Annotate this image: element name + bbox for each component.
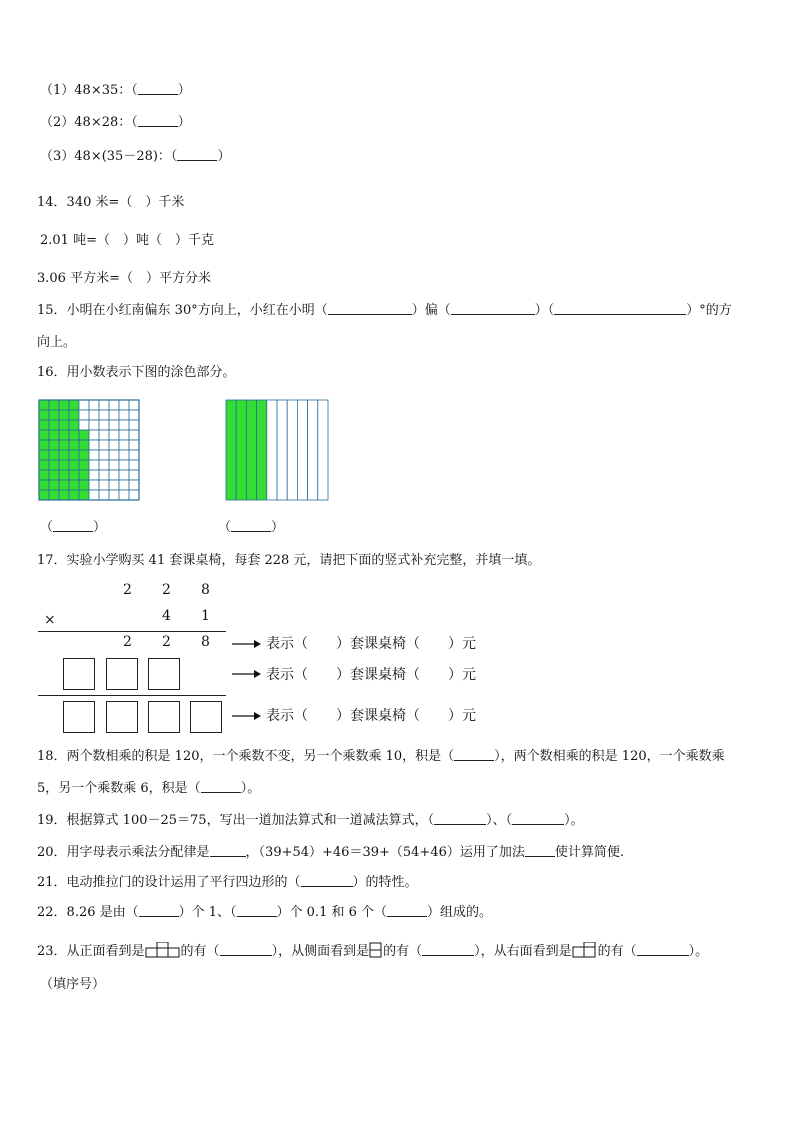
multiplicand-digit: 2 [162, 582, 171, 598]
shaded-cell [69, 460, 79, 470]
grid-cell [129, 410, 139, 420]
partial-product-digit: 2 [123, 634, 132, 650]
grid-cell [119, 480, 129, 490]
grid-cell [99, 460, 109, 470]
paren-close: ） [93, 520, 107, 535]
digit-box[interactable] [106, 701, 138, 733]
answer-blank[interactable] [138, 82, 178, 95]
stacked-two-cube-side-view-icon [369, 942, 383, 958]
q16-prompt: 16．用小数表示下图的涂色部分。 [37, 365, 236, 380]
multiplicand-digit: 2 [123, 582, 132, 598]
shaded-cell [59, 430, 69, 440]
shaded-cell [59, 460, 69, 470]
q13-item-2 [40, 114, 191, 132]
q19-line [37, 812, 584, 830]
strip [267, 400, 277, 500]
grid-cell [99, 490, 109, 500]
shaded-strip [226, 400, 236, 500]
answer-blank[interactable] [451, 302, 535, 315]
q22-line [37, 904, 492, 922]
q23-text-1: 23．从正面看到是 [37, 944, 145, 959]
shaded-cell [39, 420, 49, 430]
answer-blank[interactable] [554, 302, 686, 315]
strip [287, 400, 297, 500]
shaded-cell [39, 430, 49, 440]
q15-text-3: ）（ [534, 303, 555, 318]
grid-cell [89, 460, 99, 470]
shaded-cell [69, 490, 79, 500]
shaded-cell [59, 480, 69, 490]
q18-text-3: 5，另一个乘数乘 6，积是（ [37, 781, 201, 796]
shaded-cell [59, 440, 69, 450]
grid-cell [89, 450, 99, 460]
paren-open: （ [218, 520, 232, 535]
grid-cell [89, 420, 99, 430]
grid-cell [129, 460, 139, 470]
q13-item-1-end: ） [177, 83, 191, 98]
grid-cell [129, 470, 139, 480]
answer-blank[interactable] [637, 943, 689, 956]
grid-cell [129, 400, 139, 410]
shaded-cell [59, 490, 69, 500]
q23-note: （填序号） [40, 977, 106, 992]
q14-line-2: 2.01 吨=（ ）吨（ ）千克 [40, 233, 214, 248]
answer-blank[interactable] [201, 780, 241, 793]
answer-blank[interactable] [512, 812, 564, 825]
digit-box[interactable] [148, 701, 180, 733]
q21-text-2: ）的特性。 [352, 875, 418, 890]
shaded-cell [49, 450, 59, 460]
q14-line-1: 14．340 米=（ ）千米 [37, 195, 185, 210]
answer-blank[interactable] [301, 874, 353, 887]
grid-cell [119, 440, 129, 450]
grid-cell [119, 400, 129, 410]
shaded-cell [49, 440, 59, 450]
arrow-right-icon [232, 668, 262, 680]
q15-text-4: ）°的方 [686, 303, 732, 318]
shaded-cell [49, 400, 59, 410]
q23-text-4: 的有（ [383, 944, 423, 959]
q22-text-4: ）组成的。 [427, 905, 493, 920]
q14-line-3: 3.06 平方米=（ ）平方分米 [37, 271, 211, 286]
answer-blank[interactable] [422, 943, 474, 956]
q19-text-2: ）、（ [486, 813, 513, 828]
q13-item-3-text: （3）48×(35－28)：（ [40, 149, 178, 164]
times-sign: × [44, 612, 56, 628]
q19-text-1: 19．根据算式 100－25＝75，写出一道加法算式和一道减法算式，（ [37, 813, 435, 828]
grid-cell [109, 480, 119, 490]
grid-cell [129, 490, 139, 500]
grid-cell [129, 450, 139, 460]
q19-text-3: ）。 [564, 813, 584, 828]
grid-cell [119, 450, 129, 460]
q20-line [37, 844, 624, 862]
partial-product-digit: 2 [162, 634, 171, 650]
tenths-strip-grid [225, 399, 330, 501]
shaded-cell [49, 460, 59, 470]
grid-cell [89, 470, 99, 480]
grid-cell [119, 410, 129, 420]
strip [308, 400, 318, 500]
shaded-cell [69, 400, 79, 410]
shaded-cell [49, 430, 59, 440]
q18-text-2: ），两个数相乘的积是 120，一个乘数乘 [494, 749, 725, 764]
q17-prompt: 17．实验小学购买 41 套课桌椅，每套 228 元，请把下面的竖式补充完整，并填一填。 [37, 553, 541, 568]
q15-line-2: 向上。 [37, 335, 77, 350]
shaded-cell [49, 470, 59, 480]
answer-blank[interactable] [328, 302, 412, 315]
grid-cell [119, 490, 129, 500]
grid-cell [129, 430, 139, 440]
shaded-cell [39, 400, 49, 410]
q18-text-4: ）。 [240, 781, 261, 796]
shaded-cell [69, 450, 79, 460]
grid-cell [79, 410, 89, 420]
digit-box[interactable] [190, 701, 222, 733]
q16-answer-right [218, 519, 284, 537]
grid-cell [109, 420, 119, 430]
answer-blank[interactable] [387, 904, 427, 917]
q15-line-1 [37, 302, 732, 320]
grid-cell [109, 440, 119, 450]
grid-cell [109, 460, 119, 470]
hundred-grid [38, 399, 140, 501]
grid-cell [99, 480, 109, 490]
q23-text-2: 的有（ [180, 944, 220, 959]
answer-blank[interactable] [220, 943, 272, 956]
q18-line-2 [37, 780, 260, 798]
q20-text-3: 使计算简便. [554, 845, 625, 860]
grid-cell [109, 490, 119, 500]
shaded-cell [59, 450, 69, 460]
grid-cell [89, 480, 99, 490]
arrow-right-icon [232, 638, 262, 650]
grid-cell [79, 420, 89, 430]
shaded-cell [79, 430, 89, 440]
paren-close: ） [271, 520, 285, 535]
shaded-cell [59, 420, 69, 430]
sum-rule [38, 695, 226, 696]
q23-line [37, 942, 708, 961]
q17-row-3-desc: 表示（ ）套课桌椅（ ）元 [266, 708, 476, 724]
shaded-cell [49, 490, 59, 500]
answer-blank[interactable] [139, 904, 179, 917]
two-cube-right-view-icon [572, 942, 598, 958]
grid-cell [109, 430, 119, 440]
shaded-cell [59, 410, 69, 420]
shaded-strip [246, 400, 256, 500]
grid-cell [89, 430, 99, 440]
q16-answer-left [40, 519, 106, 537]
q13-item-3 [40, 148, 230, 166]
answer-blank[interactable] [525, 844, 555, 857]
product-rule [38, 631, 226, 632]
paren-open: （ [40, 520, 54, 535]
q13-item-1-text: （1）48×35：（ [40, 83, 138, 98]
digit-box[interactable] [148, 658, 180, 690]
grid-cell [99, 430, 109, 440]
shaded-strip [236, 400, 246, 500]
grid-cell [99, 410, 109, 420]
grid-cell [79, 400, 89, 410]
shaded-cell [69, 480, 79, 490]
grid-cell [89, 410, 99, 420]
grid-cell [119, 420, 129, 430]
arrow-right-icon [232, 710, 262, 722]
grid-cell [129, 440, 139, 450]
grid-cell [89, 490, 99, 500]
grid-cell [109, 450, 119, 460]
shaded-cell [39, 480, 49, 490]
multiplicand-digit: 8 [201, 582, 210, 598]
q13-item-2-text: （2）48×28：（ [40, 115, 138, 130]
q17-row-1-desc: 表示（ ）套课桌椅（ ）元 [266, 636, 476, 652]
shaded-cell [79, 450, 89, 460]
q15-text-2: ）偏（ [411, 303, 451, 318]
grid-cell [99, 440, 109, 450]
shaded-cell [39, 460, 49, 470]
shaded-cell [39, 450, 49, 460]
shaded-cell [49, 420, 59, 430]
grid-cell [109, 410, 119, 420]
shaded-cell [69, 420, 79, 430]
q21-text-1: 21．电动推拉门的设计运用了平行四边形的（ [37, 875, 301, 890]
answer-blank[interactable] [231, 519, 271, 532]
shaded-cell [69, 470, 79, 480]
grid-cell [109, 470, 119, 480]
answer-blank[interactable] [138, 114, 178, 127]
grid-cell [119, 430, 129, 440]
shaded-cell [69, 410, 79, 420]
answer-blank[interactable] [177, 148, 217, 161]
multiplier-digit: 4 [162, 608, 171, 624]
answer-blank[interactable] [434, 812, 486, 825]
grid-cell [89, 440, 99, 450]
grid-cell [129, 420, 139, 430]
grid-cell [129, 480, 139, 490]
q18-text-1: 18．两个数相乘的积是 120，一个乘数不变，另一个乘数乘 10，积是（ [37, 749, 455, 764]
grid-cell [99, 420, 109, 430]
shaded-cell [79, 490, 89, 500]
shaded-cell [39, 410, 49, 420]
q15-text-1: 15．小明在小红南偏东 30°方向上，小红在小明（ [37, 303, 328, 318]
q17-row-2-desc: 表示（ ）套课桌椅（ ）元 [266, 667, 476, 683]
q22-text-3: ）个 0.1 和 6 个（ [276, 905, 388, 920]
strip [277, 400, 287, 500]
shaded-cell [49, 480, 59, 490]
q13-item-2-end: ） [177, 115, 191, 130]
shaded-cell [79, 440, 89, 450]
grid-cell [99, 400, 109, 410]
q20-text-1: 20．用字母表示乘法分配律是 [37, 845, 210, 860]
shaded-cell [69, 430, 79, 440]
shaded-cell [79, 480, 89, 490]
answer-blank[interactable] [454, 748, 494, 761]
multiplier-digit: 1 [201, 608, 210, 624]
shaded-cell [69, 440, 79, 450]
grid-cell [99, 450, 109, 460]
q23-text-6: 的有（ [597, 944, 637, 959]
three-cube-front-view-icon [145, 942, 181, 958]
q21-line [37, 874, 418, 892]
shaded-cell [39, 470, 49, 480]
answer-blank[interactable] [210, 844, 246, 857]
digit-box[interactable] [106, 658, 138, 690]
strip [297, 400, 307, 500]
grid-cell [99, 470, 109, 480]
digit-box[interactable] [63, 658, 95, 690]
grid-cell [109, 400, 119, 410]
q23-text-5: ），从右面看到是 [474, 944, 572, 959]
digit-box[interactable] [63, 701, 95, 733]
q18-line-1 [37, 748, 725, 766]
q22-text-1: 22．8.26 是由（ [37, 905, 139, 920]
grid-cell [119, 470, 129, 480]
shaded-cell [39, 440, 49, 450]
partial-product-digit: 8 [201, 634, 210, 650]
q20-text-2: ，（39+54）+46＝39+（54+46）运用了加法 [245, 845, 525, 860]
shaded-cell [59, 400, 69, 410]
q22-text-2: ）个 1、（ [178, 905, 237, 920]
strip [318, 400, 328, 500]
grid-cell [89, 400, 99, 410]
answer-blank[interactable] [53, 519, 93, 532]
shaded-cell [79, 460, 89, 470]
shaded-cell [39, 490, 49, 500]
answer-blank[interactable] [237, 904, 277, 917]
q13-item-1 [40, 82, 191, 100]
shaded-cell [59, 470, 69, 480]
shaded-cell [79, 470, 89, 480]
q23-text-7: ）。 [688, 944, 709, 959]
q23-text-3: ），从侧面看到是 [271, 944, 370, 959]
shaded-cell [49, 410, 59, 420]
shaded-strip [257, 400, 267, 500]
q13-item-3-end: ） [217, 149, 231, 164]
grid-cell [119, 460, 129, 470]
